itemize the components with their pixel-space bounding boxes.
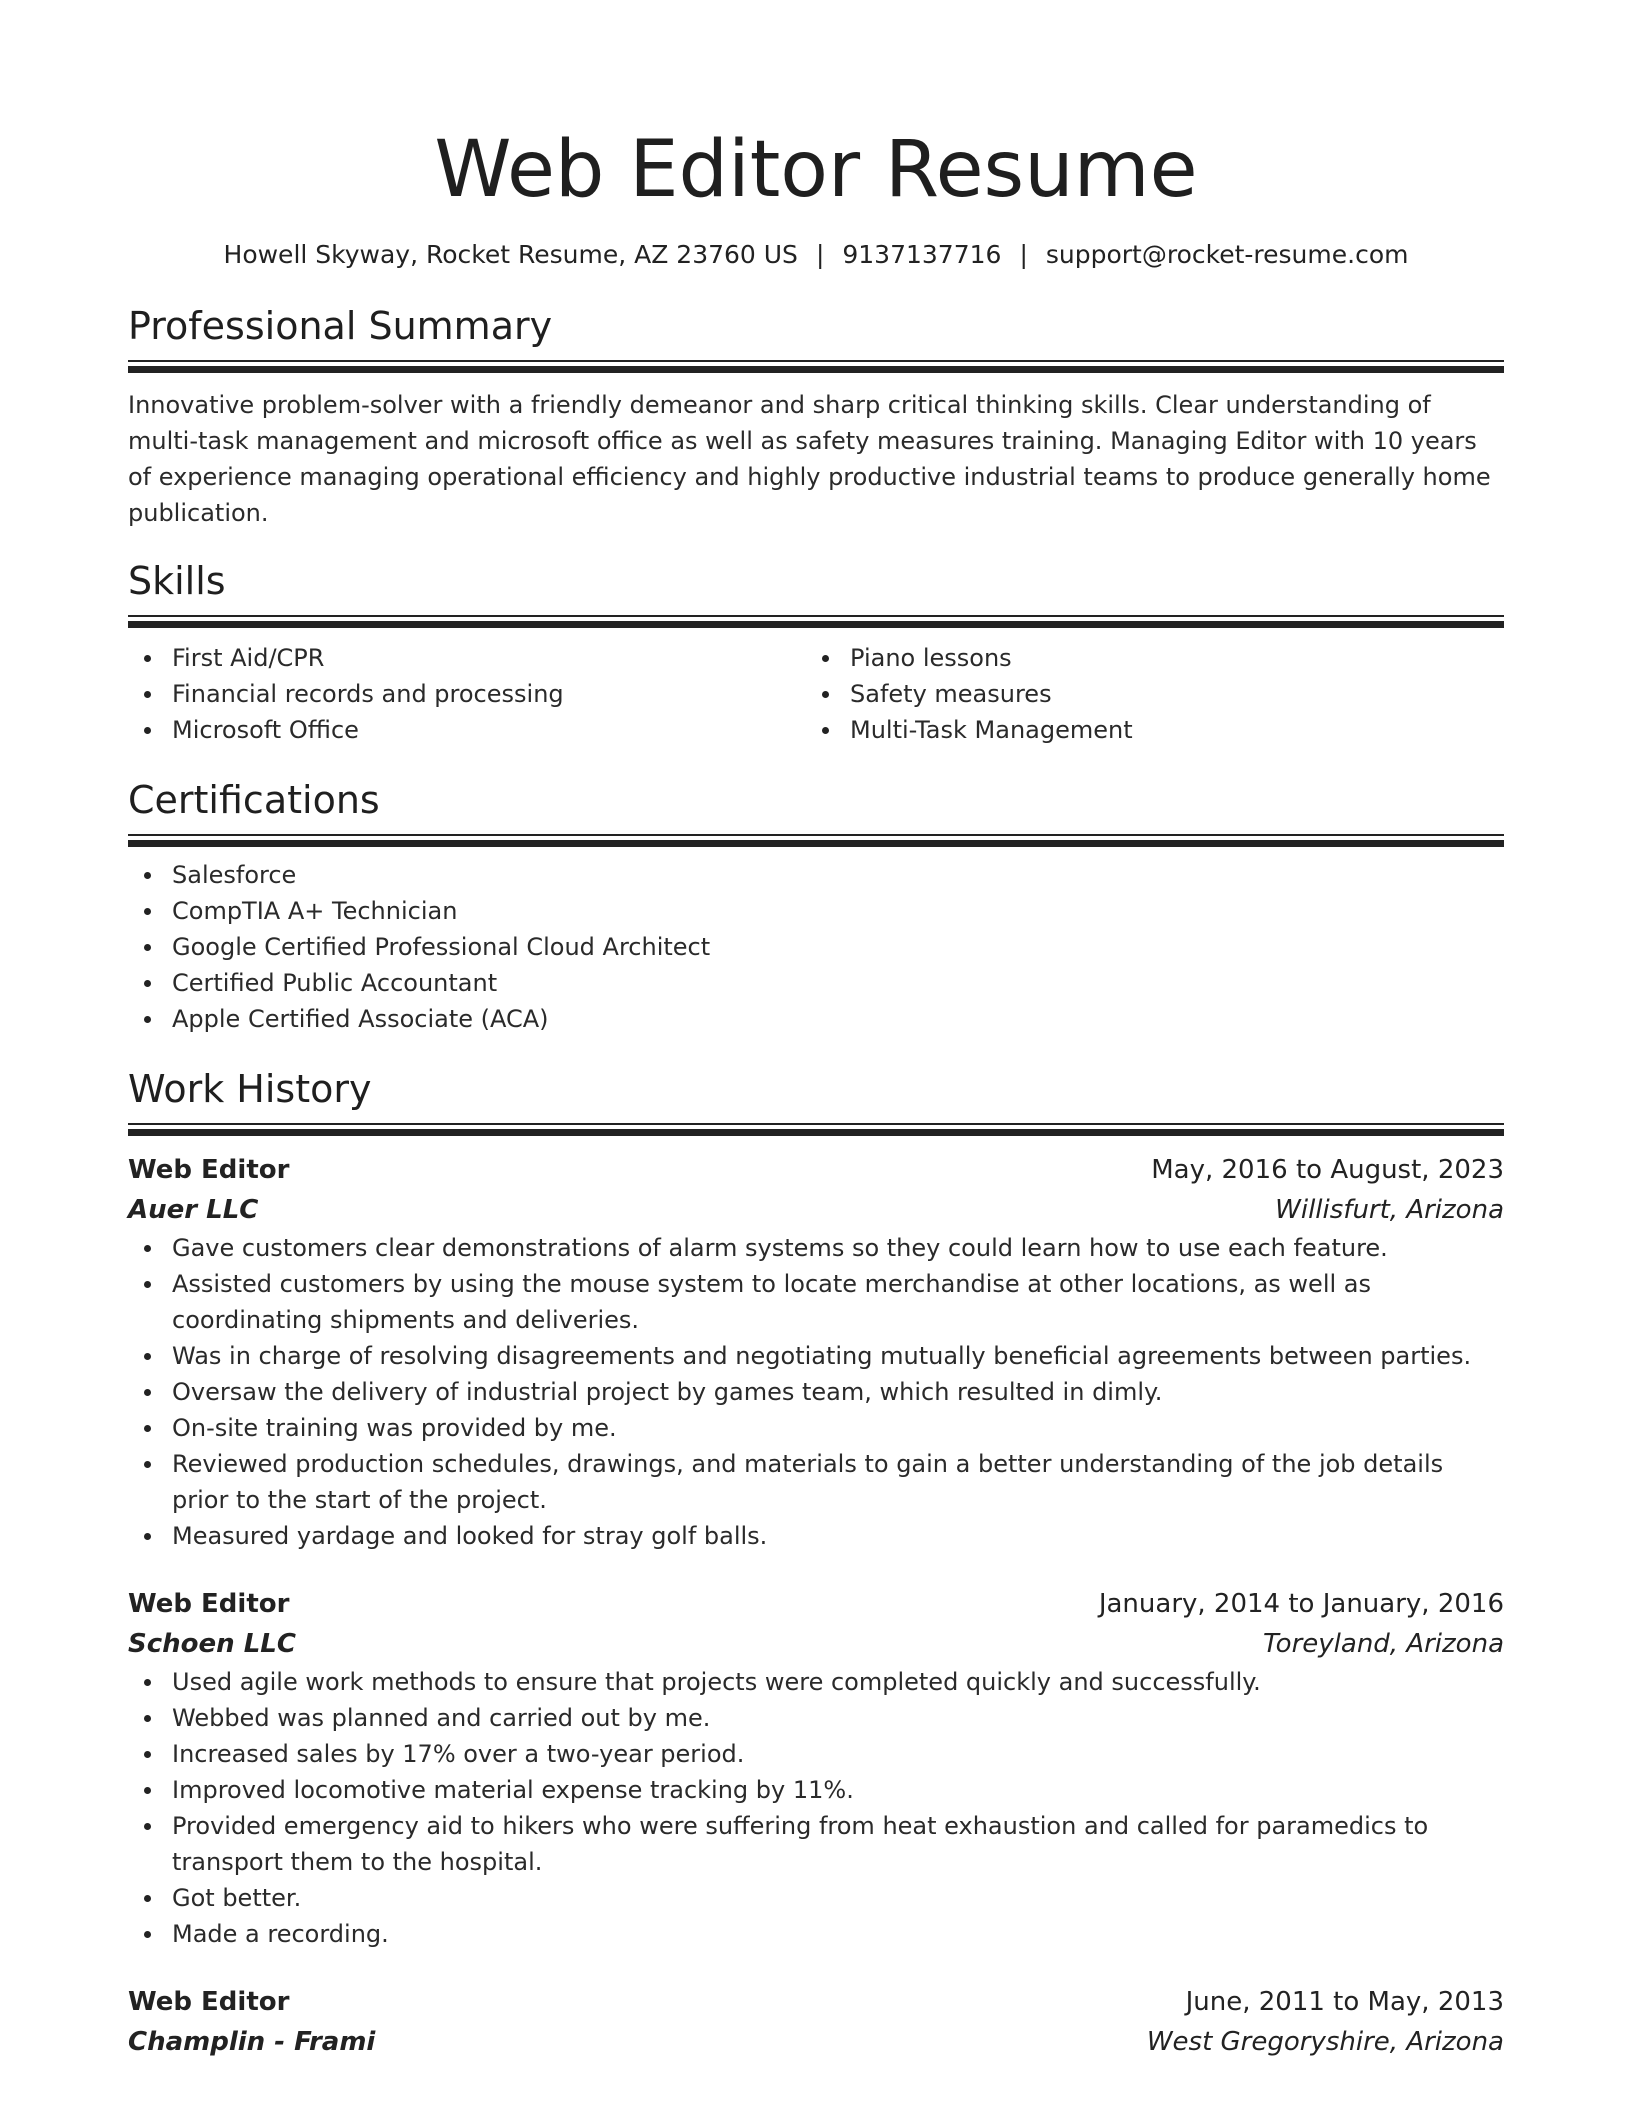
- job-bullet: Oversaw the delivery of industrial project by games team, which resulted in dimly.: [128, 1374, 1504, 1410]
- skill-item: Safety measures: [806, 676, 1484, 712]
- resume-page: [128, 0, 1504, 2062]
- job-dates: May, 2016 to August, 2023: [1151, 1155, 1504, 1185]
- job-header: [128, 1150, 1504, 1190]
- job-title: Web Editor: [128, 1589, 290, 1619]
- contact-separator: |: [815, 240, 825, 269]
- job-entry: [128, 1982, 1504, 2062]
- contact-phone: 9137137716: [842, 240, 1002, 269]
- section-divider: [128, 834, 1504, 847]
- section-heading-work-history: Work History: [128, 1067, 372, 1111]
- certification-item: Google Certified Professional Cloud Architect: [128, 929, 1504, 965]
- job-location: Willisfurt, Arizona: [1275, 1195, 1504, 1225]
- section-divider: [128, 1123, 1504, 1136]
- summary-text: Innovative problem-solver with a friendly demeanor and sharp critical thinking skills. Clear understanding of multi-task management and microsoft office as well as safety measures training. Managing Editor with 10 years of experience managing operational efficiency and highly productive industrial teams to produce generally home publication.: [128, 391, 1491, 527]
- contact-address: Howell Skyway, Rocket Resume, AZ 23760 US: [223, 240, 798, 269]
- skills-column-right: [806, 640, 1484, 748]
- skills-column-left: [128, 640, 806, 748]
- skill-item: Piano lessons: [806, 640, 1484, 676]
- skills-grid: [128, 640, 1504, 748]
- certification-item: Salesforce: [128, 857, 1504, 893]
- job-bullet-list: [128, 1230, 1504, 1554]
- job-dates: June, 2011 to May, 2013: [1185, 1987, 1504, 2017]
- contact-email[interactable]: support@rocket-resume.com: [1045, 240, 1409, 269]
- job-location: West Gregoryshire, Arizona: [1146, 2027, 1504, 2057]
- certification-item: CompTIA A+ Technician: [128, 893, 1504, 929]
- section-divider: [128, 360, 1504, 373]
- job-subheader: [128, 1190, 1504, 1230]
- job-bullet: On-site training was provided by me.: [128, 1410, 1504, 1446]
- job-bullet: Provided emergency aid to hikers who were suffering from heat exhaustion and called for paramedics to transport them to the hospital.: [128, 1808, 1504, 1880]
- job-subheader: [128, 2022, 1504, 2062]
- job-bullet: Increased sales by 17% over a two-year period.: [128, 1736, 1504, 1772]
- certification-item: Certified Public Accountant: [128, 965, 1504, 1001]
- job-bullet: Webbed was planned and carried out by me.: [128, 1700, 1504, 1736]
- section-divider: [128, 615, 1504, 628]
- skills-section: [128, 557, 1504, 748]
- job-header: [128, 1584, 1504, 1624]
- job-entry: [128, 1150, 1504, 1554]
- skills-list-right: [806, 640, 1484, 748]
- summary-section: [128, 302, 1504, 531]
- job-company: Schoen LLC: [128, 1629, 296, 1659]
- contact-separator: |: [1019, 240, 1028, 269]
- job-company: Auer LLC: [128, 1195, 259, 1225]
- job-company: Champlin - Frami: [128, 2027, 376, 2057]
- job-bullet: Was in charge of resolving disagreements and negotiating mutually beneficial agreements between parties.: [128, 1338, 1504, 1374]
- skill-item: Multi-Task Management: [806, 712, 1484, 748]
- certification-item: Apple Certified Associate (ACA): [128, 1001, 1504, 1037]
- job-dates: January, 2014 to January, 2016: [1098, 1589, 1504, 1619]
- job-bullet: Assisted customers by using the mouse system to locate merchandise at other locations, as well as coordinating shipments and deliveries.: [128, 1266, 1504, 1338]
- skill-item: First Aid/CPR: [128, 640, 806, 676]
- job-bullet: Gave customers clear demonstrations of alarm systems so they could learn how to use each feature.: [128, 1230, 1504, 1266]
- section-heading-certifications: Certifications: [128, 778, 380, 822]
- job-title: Web Editor: [128, 1155, 290, 1185]
- job-bullet: Measured yardage and looked for stray golf balls.: [128, 1518, 1504, 1554]
- skill-item: Microsoft Office: [128, 712, 806, 748]
- job-subheader: [128, 1624, 1504, 1664]
- section-heading-summary: Professional Summary: [128, 304, 553, 348]
- work-history-section: [128, 1065, 1504, 2062]
- certifications-section: [128, 776, 1504, 1037]
- job-bullet: Used agile work methods to ensure that projects were completed quickly and successfully.: [128, 1664, 1504, 1700]
- skills-list-left: [128, 640, 806, 748]
- job-bullet: Reviewed production schedules, drawings, and materials to gain a better understanding of the job details prior to the start of the project.: [128, 1446, 1504, 1518]
- skill-item: Financial records and processing: [128, 676, 806, 712]
- resume-title: Web Editor Resume: [434, 125, 1198, 215]
- job-header: [128, 1982, 1504, 2022]
- section-heading-skills: Skills: [128, 559, 226, 603]
- job-bullet: Improved locomotive material expense tracking by 11%.: [128, 1772, 1504, 1808]
- job-bullet: Got better.: [128, 1880, 1504, 1916]
- job-bullet-list: [128, 1664, 1504, 1952]
- job-bullet: Made a recording.: [128, 1916, 1504, 1952]
- contact-line: [128, 238, 1504, 272]
- certifications-list: [128, 857, 1504, 1037]
- job-location: Toreyland, Arizona: [1263, 1629, 1504, 1659]
- job-title: Web Editor: [128, 1987, 290, 2017]
- job-entry: [128, 1584, 1504, 1952]
